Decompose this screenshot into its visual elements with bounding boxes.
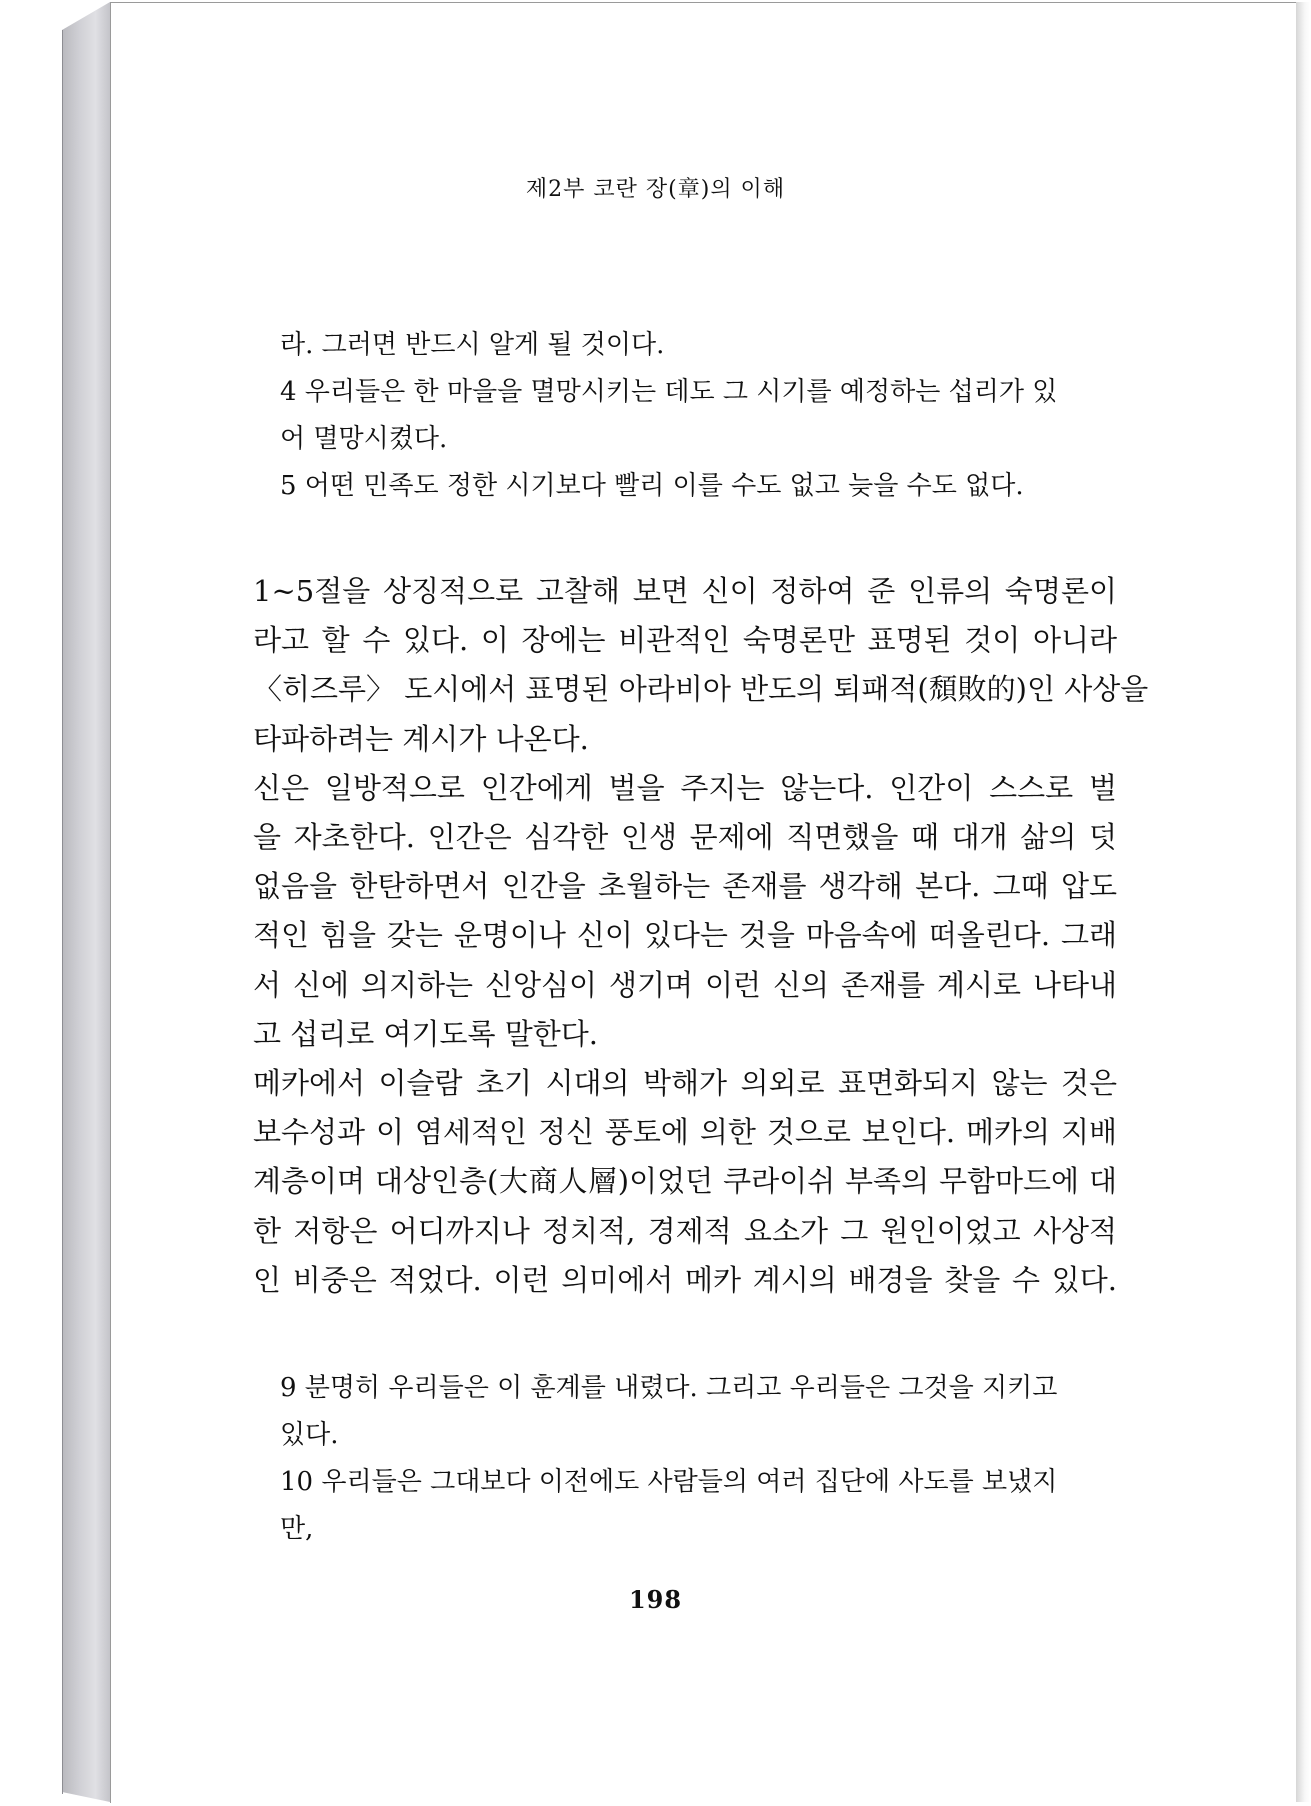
commentary-paragraph-2 <box>253 764 1117 1059</box>
verse-line: 라. 그러면 반드시 알게 될 것이다. <box>280 330 665 360</box>
commentary-line: 라고 할 수 있다. 이 장에는 비관적인 숙명론만 표명된 것이 아니라 <box>253 623 1117 658</box>
commentary-line: 〈히즈루〉 도시에서 표명된 아라비아 반도의 퇴패적(頹敗的)인 사상을 <box>253 672 1149 707</box>
verse-line: 만, <box>280 1514 314 1544</box>
verse-line: 있다. <box>280 1420 339 1450</box>
commentary-line: 보수성과 이 염세적인 정신 풍토에 의한 것으로 보인다. 메카의 지배 <box>253 1115 1117 1150</box>
book-edge-line <box>62 30 63 1794</box>
verse-line: 4 우리들은 한 마을을 멸망시키는 데도 그 시기를 예정하는 섭리가 있 <box>280 377 1058 407</box>
book-page-edge <box>62 2 110 1802</box>
verse-line: 9 분명히 우리들은 이 훈계를 내렸다. 그리고 우리들은 그것을 지키고 <box>280 1373 1058 1403</box>
commentary-line: 계층이며 대상인층(大商人層)이었던 쿠라이쉬 부족의 무함마드에 대 <box>253 1164 1117 1199</box>
verse-line: 5 어떤 민족도 정한 시기보다 빨리 이를 수도 없고 늦을 수도 없다. <box>280 471 1024 501</box>
commentary-text <box>253 567 1149 1305</box>
verse-line: 어 멸망시켰다. <box>280 424 448 454</box>
verse-block-bottom <box>280 1365 1100 1553</box>
commentary-line: 을 자초한다. 인간은 심각한 인생 문제에 직면했을 때 대개 삶의 덧 <box>253 820 1117 855</box>
commentary-line: 서 신에 의지하는 신앙심이 생기며 이런 신의 존재를 계시로 나타내 <box>253 967 1117 1002</box>
page-number: 198 <box>628 1585 683 1614</box>
commentary-line: 메카에서 이슬람 초기 시대의 박해가 의외로 표면화되지 않는 것은 <box>253 1066 1117 1101</box>
verse-block-top <box>280 322 1100 510</box>
commentary-line: 1~5절을 상징적으로 고찰해 보면 신이 정하여 준 인류의 숙명론이 <box>253 574 1117 608</box>
commentary-line: 적인 힘을 갖는 운명이나 신이 있다는 것을 마음속에 떠올린다. 그래 <box>253 918 1117 953</box>
commentary-line: 없음을 한탄하면서 인간을 초월하는 존재를 생각해 본다. 그때 압도 <box>253 869 1117 904</box>
commentary-line: 한 저항은 어디까지나 정치적, 경제적 요소가 그 원인이었고 사상적 <box>253 1213 1117 1248</box>
commentary-line: 인 비중은 적었다. 이런 의미에서 메카 계시의 배경을 찾을 수 있다. <box>253 1262 1117 1297</box>
commentary-line: 신은 일방적으로 인간에게 벌을 주지는 않는다. 인간이 스스로 벌 <box>253 770 1117 805</box>
running-header: 제2부 코란 장(章)의 이해 <box>525 177 786 202</box>
commentary-paragraph-3 <box>253 1059 1117 1305</box>
verse-line: 10 우리들은 그대보다 이전에도 사람들의 여러 집단에 사도를 보냈지 <box>280 1467 1058 1497</box>
commentary-line: 타파하려는 계시가 나온다. <box>253 721 589 756</box>
page-right-shadow <box>1296 2 1310 1802</box>
commentary-paragraph-1 <box>253 567 1149 764</box>
commentary-line: 고 섭리로 여기도록 말한다. <box>253 1016 599 1051</box>
